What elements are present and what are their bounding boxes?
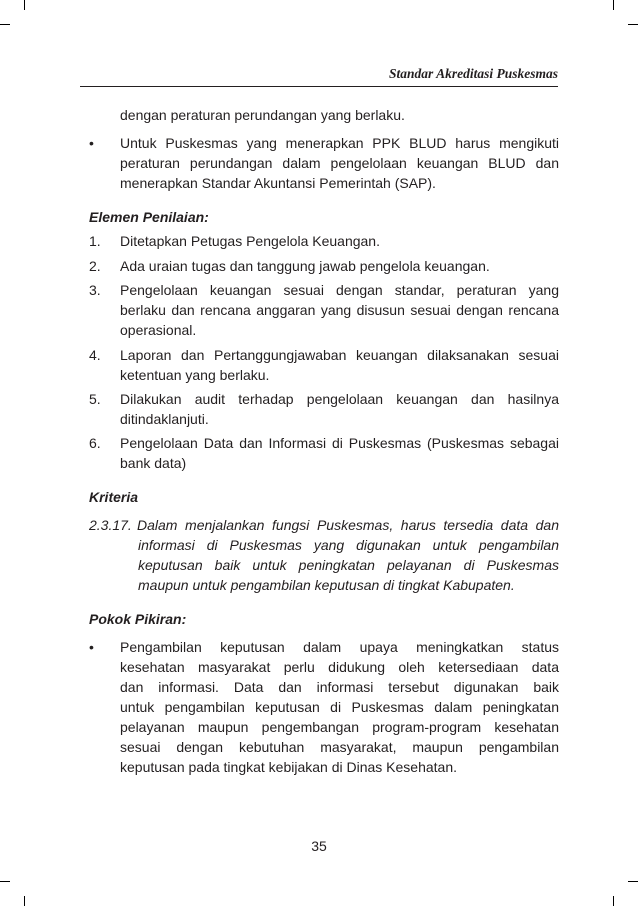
- bullet-line: peraturan perundangan dalam pengelolaan keuangan BLUD dan: [120, 155, 559, 171]
- section-heading-pokok-pikiran: Pokok Pikiran:: [89, 611, 187, 627]
- crop-mark: [0, 24, 10, 25]
- kriteria-number: 2.3.17.: [89, 517, 132, 533]
- section-heading-elemen-penilaian: Elemen Penilaian:: [89, 209, 209, 225]
- kriteria-line: informasi di Puskesmas yang digunakan untuk pengambilan: [138, 537, 559, 553]
- pokok-pikiran-line: dan informasi. Data dan informasi tersebut digunakan baik: [120, 679, 559, 695]
- kriteria-line: keputusan baik untuk peningkatan pelayanan di Puskesmas: [138, 557, 559, 573]
- list-item-line: ketentuan yang berlaku.: [120, 367, 270, 383]
- crop-mark: [24, 896, 25, 906]
- kriteria-line: maupun untuk pengambilan keputusan di tingkat Kabupaten.: [138, 577, 515, 593]
- crop-mark: [628, 881, 638, 882]
- continuation-line: dengan peraturan perundangan yang berlaku.: [120, 107, 405, 123]
- pokok-pikiran-line: pelayanan maupun pengembangan program-program kesehatan: [120, 719, 559, 735]
- list-item-line: berlaku dan rencana anggaran yang disusun sesuai dengan rencana: [120, 302, 559, 318]
- list-number: 2.: [89, 258, 101, 274]
- bullet-marker: •: [89, 639, 94, 655]
- section-heading-kriteria: Kriteria: [89, 489, 139, 505]
- bullet-marker: •: [89, 135, 94, 151]
- crop-mark: [24, 0, 25, 10]
- running-header: Standar Akreditasi Puskesmas: [388, 66, 558, 81]
- list-number: 6.: [89, 435, 101, 451]
- list-number: 3.: [89, 282, 101, 298]
- list-item-line: Dilakukan audit terhadap pengelolaan keuangan dan hasilnya: [120, 391, 559, 407]
- crop-mark: [613, 0, 614, 10]
- list-item-line: Laporan dan Pertanggungjawaban keuangan dilaksanakan sesuai: [120, 347, 559, 363]
- crop-mark: [613, 896, 614, 906]
- list-item-line: Pengelolaan keuangan sesuai dengan standar, peraturan yang: [120, 282, 559, 298]
- kriteria-line: Dalam menjalankan fungsi Puskesmas, harus tersedia data dan: [137, 517, 559, 533]
- list-number: 1.: [89, 233, 101, 249]
- list-number: 5.: [89, 391, 101, 407]
- list-item-line: Ditetapkan Petugas Pengelola Keuangan.: [120, 233, 380, 249]
- pokok-pikiran-line: kesehatan masyarakat perlu didukung oleh ketersediaan data: [120, 659, 559, 675]
- pokok-pikiran-line: Pengambilan keputusan dalam upaya meningkatkan status: [120, 639, 559, 655]
- page-number: 35: [311, 838, 327, 854]
- header-rule: [80, 86, 558, 87]
- crop-mark: [628, 24, 638, 25]
- list-item-line: Pengelolaan Data dan Informasi di Puskesmas (Puskesmas sebagai: [120, 435, 559, 451]
- list-item-line: Ada uraian tugas dan tanggung jawab pengelola keuangan.: [120, 258, 490, 274]
- crop-mark: [0, 881, 10, 882]
- bullet-line: Untuk Puskesmas yang menerapkan PPK BLUD harus mengikuti: [120, 135, 559, 151]
- list-item-line: bank data): [120, 455, 187, 471]
- list-item-line: operasional.: [120, 322, 197, 338]
- pokok-pikiran-line: sesuai dengan kebutuhan masyarakat, maupun pengambilan: [120, 739, 559, 755]
- list-item-line: ditindaklanjuti.: [120, 411, 209, 427]
- list-number: 4.: [89, 347, 101, 363]
- pokok-pikiran-line: keputusan pada tingkat kebijakan di Dinas Kesehatan.: [120, 759, 458, 775]
- bullet-line: menerapkan Standar Akuntansi Pemerintah (SAP).: [120, 175, 436, 191]
- pokok-pikiran-line: untuk pengambilan keputusan di Puskesmas dalam peningkatan: [120, 699, 559, 715]
